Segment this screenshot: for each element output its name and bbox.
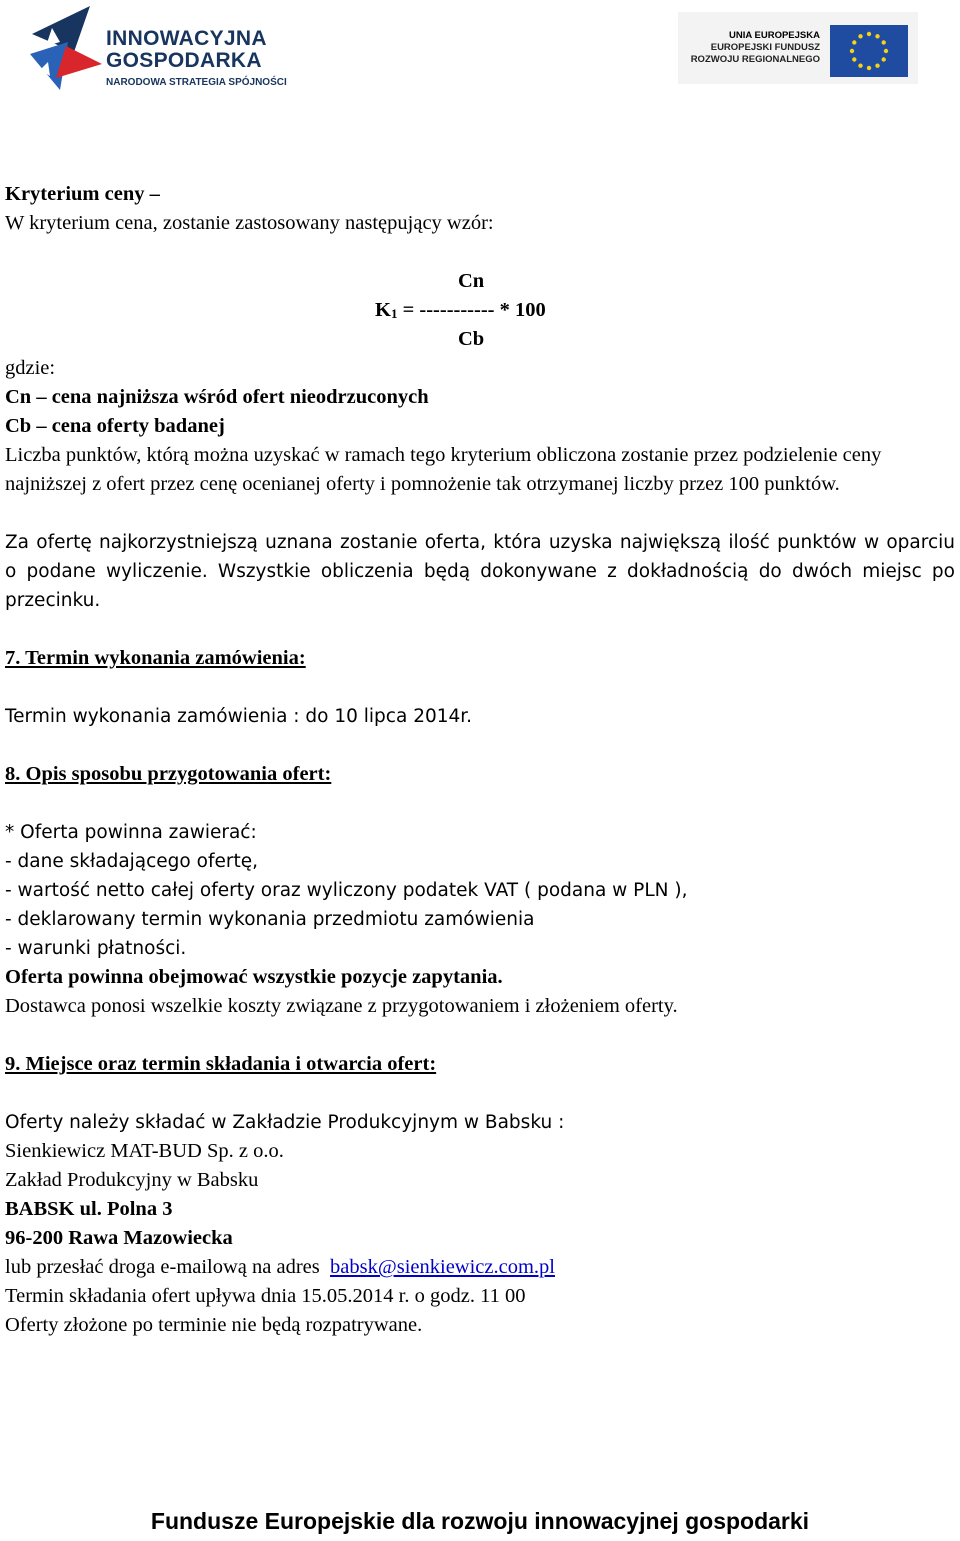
- offer-contents-lead: * Oferta powinna zawierać:: [5, 822, 257, 843]
- eu-logo-line-1: UNIA EUROPEJSKA: [729, 30, 820, 41]
- page-footer: Fundusze Europejskie dla rozwoju innowacyjnej gospodarki: [150, 1508, 810, 1534]
- list-item: - deklarowany termin wykonania przedmiotu zamówienia: [5, 909, 535, 930]
- innowacyjna-gospodarka-logo: [30, 6, 300, 92]
- definition-cb: Cb – cena oferty badanej: [5, 415, 225, 437]
- eu-star-icon: [875, 34, 879, 38]
- eu-star-icon: [850, 49, 854, 53]
- address-city: 96-200 Rawa Mazowiecka: [5, 1227, 233, 1249]
- eu-flag-icon: [830, 25, 908, 77]
- address-street: BABSK ul. Polna 3: [5, 1198, 173, 1220]
- eu-star-icon: [858, 34, 862, 38]
- costs-note: Dostawca ponosi wszelkie koszty związane z przygotowaniem i złożeniem oferty.: [5, 995, 678, 1017]
- eu-logo-line-3: ROZWOJU REGIONALNEGO: [690, 54, 820, 65]
- section-7-text: Termin wykonania zamówienia : do 10 lipca 2014r.: [5, 706, 473, 727]
- section-8-heading: 8. Opis sposobu przygotowania ofert:: [5, 763, 332, 785]
- formula-expression: [375, 296, 546, 328]
- late-offers-note: Oferty złożone po terminie nie będą rozpatrywane.: [5, 1314, 423, 1336]
- star-emblem-icon: [30, 6, 102, 92]
- eu-star-icon: [875, 64, 879, 68]
- eu-logo-line-2: EUROPEJSKI FUNDUSZ: [710, 42, 820, 53]
- eu-star-icon: [852, 40, 856, 44]
- eu-star-icon: [852, 57, 856, 61]
- list-item: - dane składającego ofertę,: [5, 851, 258, 872]
- formula-rhs: = ----------- * 100: [397, 299, 546, 321]
- best-offer-text: Za ofertę najkorzystniejszą uznana zostanie oferta, która uzyska największą ilość punktów w oparciu o podane wyliczenie. Wszystkie obliczenia będą dokonywane z dokładnością do dwóch miejsc po przecinku.: [5, 532, 955, 611]
- eu-star-icon: [867, 66, 871, 70]
- page-header: [0, 0, 960, 100]
- eu-star-icon: [884, 49, 888, 53]
- submission-place: Oferty należy składać w Zakładzie Produkcyjnym w Babsku :: [5, 1112, 565, 1133]
- formula-where: gdzie:: [5, 357, 56, 379]
- logo-line-1: INNOWACYJNA: [106, 27, 267, 50]
- logo-line-3: NARODOWA STRATEGIA SPÓJNOŚCI: [106, 77, 287, 88]
- email-prefix: lub przesłać droga e-mailową na adres: [5, 1256, 331, 1278]
- eu-star-icon: [858, 64, 862, 68]
- list-item: - warunki płatności.: [5, 938, 187, 959]
- company-name: Sienkiewicz MAT-BUD Sp. z o.o.: [5, 1140, 284, 1162]
- formula-lhs: K: [375, 299, 391, 321]
- logo-line-2: GOSPODARKA: [106, 49, 262, 72]
- document-body: [5, 180, 960, 1340]
- price-criterion-intro: W kryterium cena, zostanie zastosowany następujący wzór:: [5, 212, 494, 234]
- definition-cn: Cn – cena najniższa wśród ofert nieodrzuconych: [5, 386, 429, 408]
- email-line: [5, 1253, 960, 1282]
- offer-scope-note: Oferta powinna obejmować wszystkie pozycje zapytania.: [5, 966, 503, 988]
- list-item: - wartość netto całej oferty oraz wyliczony podatek VAT ( podana w PLN ),: [5, 880, 688, 901]
- eu-star-icon: [882, 40, 886, 44]
- points-description: Liczba punktów, którą można uzyskać w ramach tego kryterium obliczona zostanie przez podzielenie ceny najniższej z ofert przez cenę ocenianej oferty i pomnożenie tak otrzymanej liczby przez 100 punktów.: [5, 444, 882, 495]
- formula-denominator: Cb: [458, 328, 485, 350]
- formula-numerator: Cn: [458, 270, 485, 292]
- price-formula: [5, 267, 960, 354]
- section-7-heading: 7. Termin wykonania zamówienia:: [5, 647, 306, 669]
- section-9-heading: 9. Miejsce oraz termin składania i otwarcia ofert:: [5, 1053, 437, 1075]
- eu-logo: [678, 12, 918, 84]
- price-criterion-title: Kryterium ceny –: [5, 183, 160, 205]
- eu-star-icon: [882, 57, 886, 61]
- formula-subscript: 1: [390, 306, 398, 321]
- plant-name: Zakład Produkcyjny w Babsku: [5, 1169, 259, 1191]
- eu-star-icon: [867, 32, 871, 36]
- deadline-text: Termin składania ofert upływa dnia 15.05.2014 r. o godz. 11 00: [5, 1285, 526, 1307]
- email-link[interactable]: babsk@sienkiewicz.com.pl: [330, 1256, 555, 1278]
